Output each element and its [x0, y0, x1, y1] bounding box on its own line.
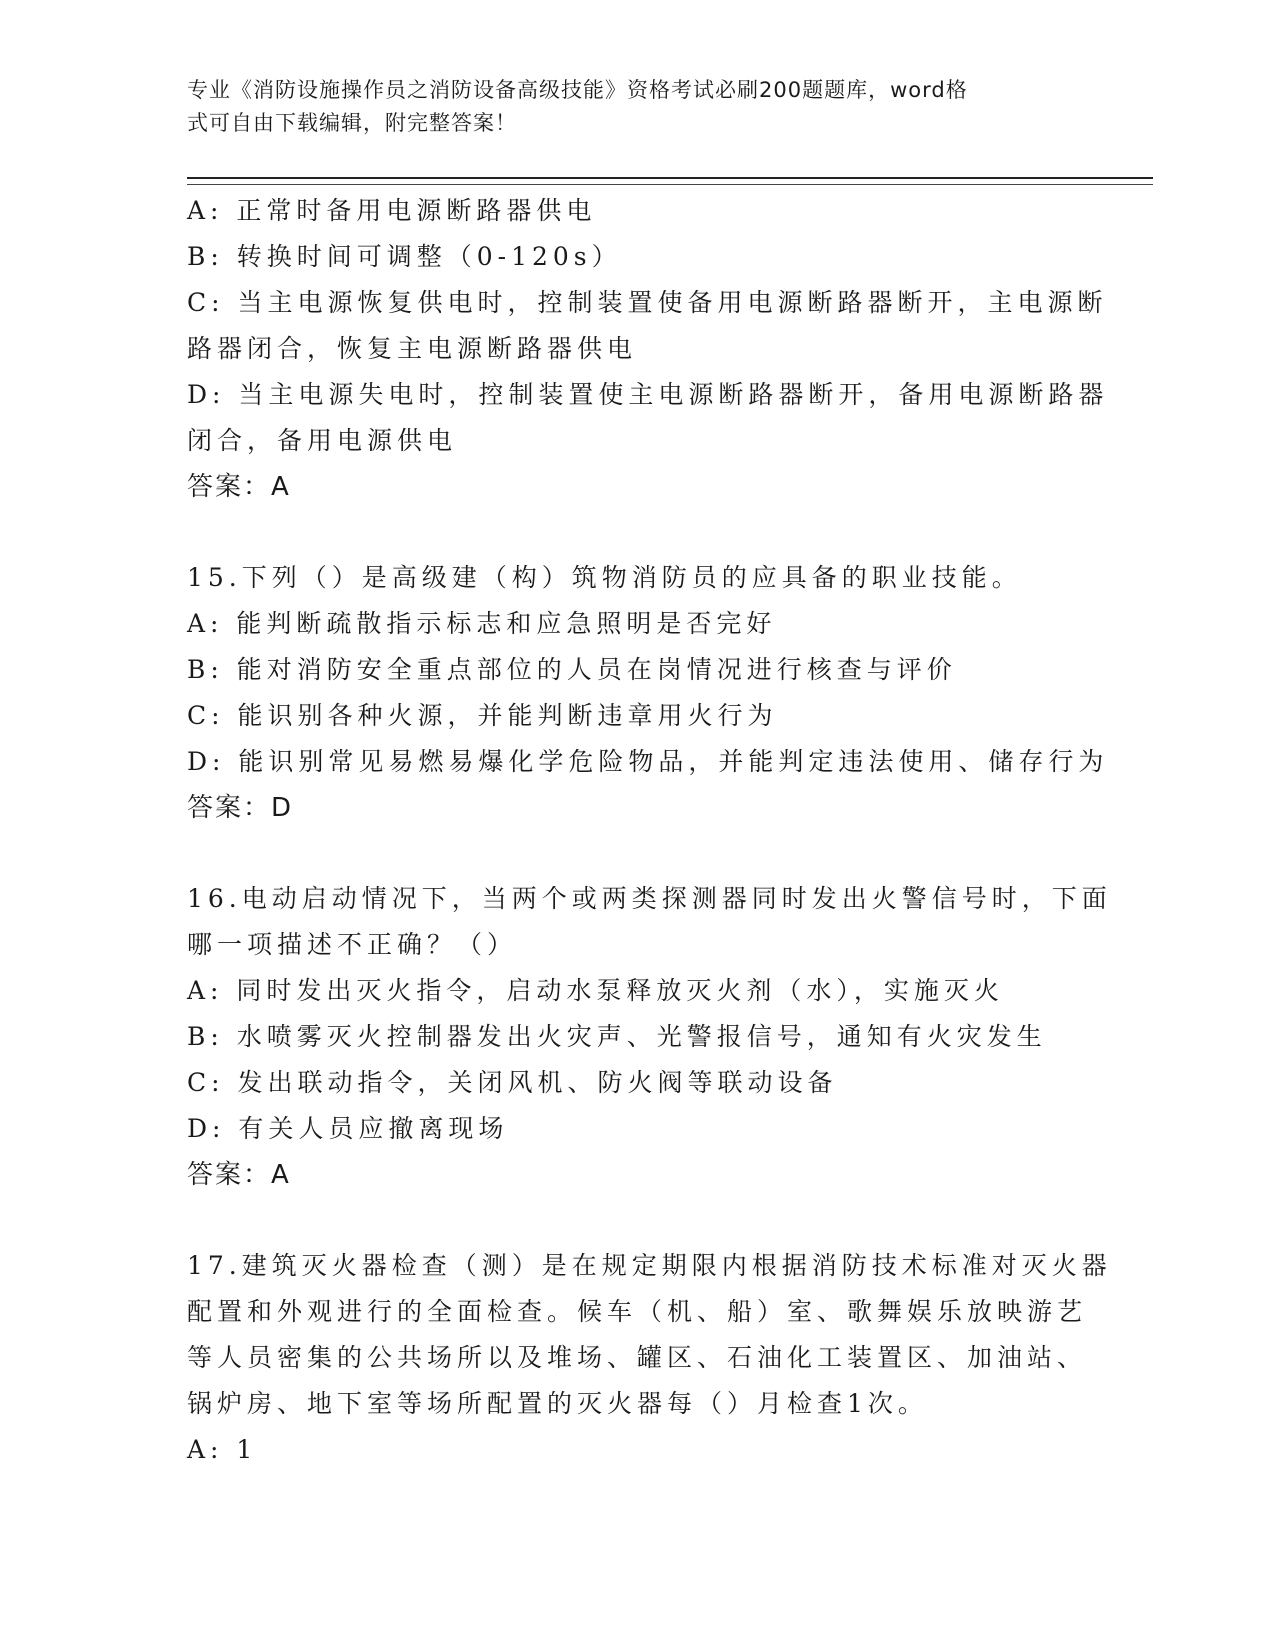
spacer: [187, 1198, 1087, 1243]
option-c-line-1: C: 当主电源恢复供电时，控制装置使备用电源断路器断开，主电源断: [187, 288, 1108, 317]
question-text-line-3: 等人员密集的公共场所以及堆场、罐区、石油化工装置区、加油站、: [187, 1343, 1088, 1372]
option-a: A: 正常时备用电源断路器供电: [187, 196, 597, 225]
option-c: C: 发出联动指令，关闭风机、防火阀等联动设备: [187, 1068, 838, 1097]
question-text-line-2: 配置和外观进行的全面检查。候车（机、船）室、歌舞娱乐放映游艺: [187, 1297, 1088, 1326]
question-text-line-4: 锅炉房、地下室等场所配置的灭火器每（）月检查1次。: [187, 1389, 928, 1418]
option-d: D: 能识别常见易燃易爆化学危险物品，并能判定违法使用、储存行为: [187, 747, 1109, 776]
option-d: D: 有关人员应撤离现场: [187, 1114, 509, 1143]
question-text-line-1: 16.电动启动情况下，当两个或两类探测器同时发出火警信号时，下面: [187, 884, 1112, 913]
spacer: [187, 510, 1087, 555]
question-17: [187, 1243, 1112, 1473]
option-a: A: 1: [187, 1435, 258, 1464]
question-text-line-1: 17.建筑灭火器检查（测）是在规定期限内根据消防技术标准对灭火器: [187, 1251, 1112, 1280]
option-b: B: 能对消防安全重点部位的人员在岗情况进行核查与评价: [187, 655, 957, 684]
option-d-line-2: 闭合，备用电源供电: [187, 426, 458, 455]
spacer: [187, 831, 1087, 876]
answer-label: 答案：A: [187, 1160, 291, 1190]
page-header: [187, 74, 1067, 140]
option-c-line-2: 路器闭合，恢复主电源断路器供电: [187, 334, 638, 363]
header-divider: [187, 177, 1153, 179]
option-b: B: 水喷雾灭火控制器发出火灾声、光警报信号，通知有火灾发生: [187, 1022, 1047, 1051]
question-15: [187, 555, 1109, 831]
option-b: B: 转换时间可调整（0-120s）: [187, 242, 622, 271]
answer-label: 答案：A: [187, 472, 291, 502]
question-text: 15.下列（）是高级建（构）筑物消防员的应具备的职业技能。: [187, 563, 1022, 592]
option-a: A: 同时发出灭火指令，启动水泵释放灭火剂（水），实施灭火: [187, 976, 1004, 1005]
header-line-2: 式可自由下载编辑，附完整答案！: [187, 111, 517, 135]
option-a: A: 能判断疏散指示标志和应急照明是否完好: [187, 609, 777, 638]
header-line-1: 专业《消防设施操作员之消防设备高级技能》资格考试必刷200题题库，word格: [187, 78, 968, 102]
document-body: [187, 188, 1112, 1473]
answer-label: 答案：D: [187, 793, 294, 823]
option-c: C: 能识别各种火源，并能判断违章用火行为: [187, 701, 778, 730]
question-text-line-2: 哪一项描述不正确？（）: [187, 930, 518, 959]
header-divider-thin: [187, 184, 1153, 185]
question-14-options: [187, 188, 1109, 510]
option-d-line-1: D: 当主电源失电时，控制装置使主电源断路器断开，备用电源断路器: [187, 380, 1109, 409]
question-16: [187, 876, 1112, 1198]
